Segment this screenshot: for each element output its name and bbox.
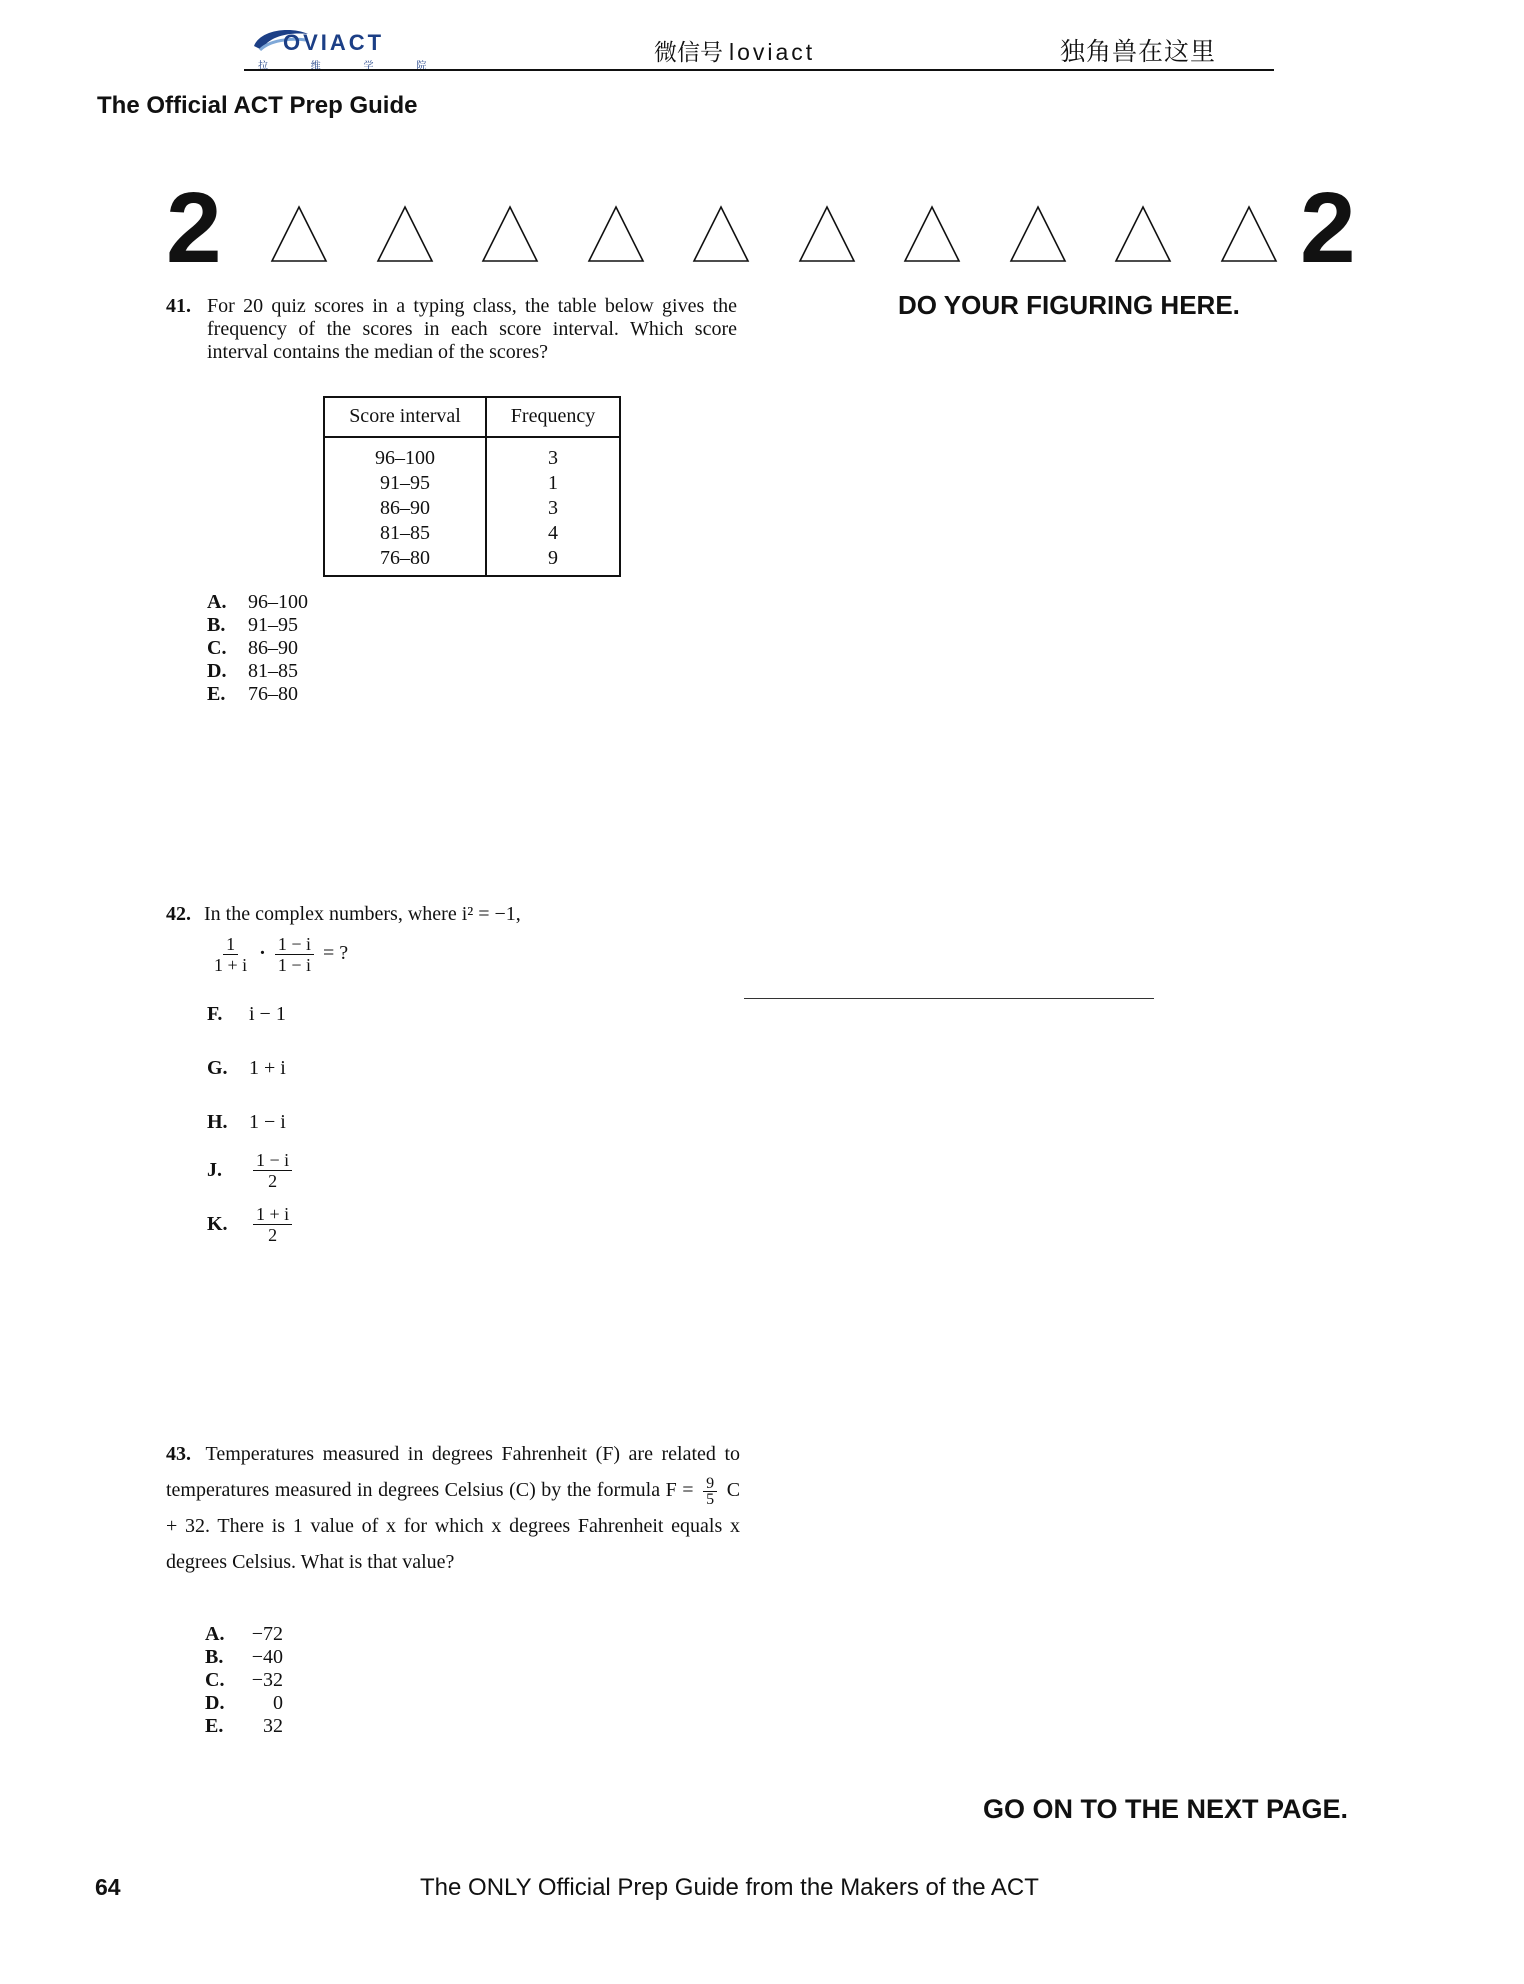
choice-letter: J. <box>207 1159 222 1181</box>
choice-letter: A. <box>205 1623 225 1645</box>
answer-choice[interactable] <box>207 1057 286 1080</box>
choice-letter: A. <box>207 591 227 613</box>
wechat-label <box>654 34 815 67</box>
choice-text: 76–80 <box>248 683 298 705</box>
table-cell: 4 <box>548 522 558 544</box>
wechat-label-text: 微信号 <box>654 39 723 65</box>
divider-line <box>744 998 1154 999</box>
fraction-denominator: 2 <box>268 1171 278 1191</box>
equals-question: = ? <box>322 942 349 965</box>
answer-choice[interactable] <box>205 1692 283 1715</box>
triangle-icon <box>481 205 539 268</box>
choice-letter: K. <box>207 1213 228 1235</box>
choice-text: i − 1 <box>249 1003 286 1025</box>
choice-letter: B. <box>207 614 226 636</box>
choice-letter: F. <box>207 1003 223 1025</box>
choice-letter: D. <box>205 1692 225 1714</box>
answer-choice[interactable] <box>205 1715 283 1738</box>
answer-choice[interactable] <box>207 1003 286 1026</box>
header-divider <box>244 69 1274 71</box>
fraction-numerator: 1 + i <box>253 1204 292 1225</box>
table-cell: 81–85 <box>380 522 430 544</box>
question-text: For 20 quiz scores in a typing class, the table below gives the frequency of the scores in each score interval. Which score interval contains the median of the scores? <box>207 295 737 363</box>
book-title: The Official ACT Prep Guide <box>97 92 418 119</box>
triangle-icon <box>587 205 645 268</box>
fraction-numerator: 1 − i <box>275 934 314 955</box>
fraction <box>275 934 314 975</box>
choice-text: 91–95 <box>248 614 298 636</box>
table-cell: 9 <box>548 547 558 569</box>
fraction-numerator: 1 <box>223 934 238 955</box>
expression <box>207 934 348 975</box>
multiply-dot: · <box>259 942 266 965</box>
answer-choice[interactable] <box>205 1623 283 1646</box>
answer-choice[interactable] <box>207 1111 286 1134</box>
triangle-icon <box>1220 205 1278 268</box>
frequency-table <box>323 396 621 577</box>
question-42 <box>166 903 521 926</box>
answer-choice[interactable] <box>207 1150 296 1191</box>
logo-text: OVIACT <box>283 30 385 55</box>
answer-choice[interactable] <box>207 660 308 683</box>
choice-letter: C. <box>205 1669 225 1691</box>
table-header: Score interval <box>324 397 486 437</box>
choice-text: 81–85 <box>248 660 298 682</box>
triangle-icon <box>1114 205 1172 268</box>
figuring-label: DO YOUR FIGURING HERE. <box>898 290 1240 320</box>
choice-text: 32 <box>263 1715 283 1737</box>
choice-text: −72 <box>251 1623 283 1645</box>
table-cell: 3 <box>548 497 558 519</box>
table-column-score <box>324 437 486 576</box>
question-number: 42. <box>166 903 191 925</box>
triangle-icon <box>1009 205 1067 268</box>
question-text: C + 32. There is 1 value of x for which x degrees Fahrenheit equals x degrees Celsius. What is that value? <box>166 1479 741 1573</box>
fraction <box>253 1150 292 1191</box>
answer-choice[interactable] <box>205 1669 283 1692</box>
section-number-left: 2 <box>166 172 222 284</box>
answer-choice[interactable] <box>207 683 308 706</box>
question-number: 43. <box>166 1443 191 1465</box>
triangle-icon <box>270 205 328 268</box>
choice-text: 0 <box>273 1692 283 1714</box>
answer-choice[interactable] <box>207 591 308 614</box>
choice-text: 96–100 <box>248 591 308 613</box>
table-cell: 86–90 <box>380 497 430 519</box>
choice-letter: B. <box>205 1646 224 1668</box>
question-43 <box>166 1436 740 1580</box>
choice-letter: C. <box>207 637 227 659</box>
answer-choice[interactable] <box>207 614 308 637</box>
fraction <box>703 1476 717 1507</box>
choice-letter: E. <box>205 1715 224 1737</box>
table-cell: 91–95 <box>380 472 430 494</box>
choice-letter: H. <box>207 1111 228 1133</box>
choice-letter: G. <box>207 1057 228 1079</box>
choice-letter: D. <box>207 660 227 682</box>
logo-subtitle: 拉 维 学 院 <box>258 61 447 72</box>
section-number-right: 2 <box>1300 172 1356 284</box>
fraction-denominator: 1 + i <box>214 955 248 975</box>
go-next-page-label: GO ON TO THE NEXT PAGE. <box>983 1794 1349 1824</box>
choice-text: −40 <box>251 1646 283 1668</box>
question-text: In the complex numbers, where i² = −1, <box>204 903 521 925</box>
question-text: Temperatures measured in degrees Fahrenheit (F) are related to temperatures measured in degrees Celsius (C) by the formula F = <box>166 1443 741 1501</box>
table-header: Frequency <box>486 397 620 437</box>
triangle-icon <box>376 205 434 268</box>
triangle-icon <box>903 205 961 268</box>
triangle-icon <box>798 205 856 268</box>
question-number: 41. <box>166 295 191 317</box>
triangle-icon <box>692 205 750 268</box>
choice-text: −32 <box>251 1669 283 1691</box>
table-cell: 3 <box>548 447 558 469</box>
page-number: 64 <box>95 1874 121 1900</box>
fraction-denominator: 2 <box>268 1225 278 1245</box>
table-column-frequency <box>486 437 620 576</box>
table-cell: 1 <box>548 472 558 494</box>
table-cell: 96–100 <box>375 447 435 469</box>
fraction-numerator: 1 − i <box>253 1150 292 1171</box>
choice-text: 1 − i <box>249 1111 286 1133</box>
answer-choice[interactable] <box>207 1204 296 1245</box>
table-cell: 76–80 <box>380 547 430 569</box>
fraction-numerator: 9 <box>703 1476 717 1492</box>
fraction <box>211 934 250 975</box>
answer-choice[interactable] <box>207 637 308 660</box>
choice-letter: E. <box>207 683 226 705</box>
answer-choice[interactable] <box>205 1646 283 1669</box>
choice-text: 1 + i <box>249 1057 286 1079</box>
answer-choices-41 <box>207 591 308 706</box>
fraction-denominator: 5 <box>706 1490 715 1508</box>
fraction-denominator: 1 − i <box>277 955 311 975</box>
footer-tagline: The ONLY Official Prep Guide from the Makers of the ACT <box>420 1874 1039 1901</box>
wechat-handle: loviact <box>729 39 816 65</box>
answer-choices-43 <box>205 1623 283 1738</box>
question-41 <box>166 295 737 364</box>
header-right-text: 独角兽在这里 <box>1060 38 1217 66</box>
fraction <box>253 1204 292 1245</box>
choice-text: 86–90 <box>248 637 298 659</box>
